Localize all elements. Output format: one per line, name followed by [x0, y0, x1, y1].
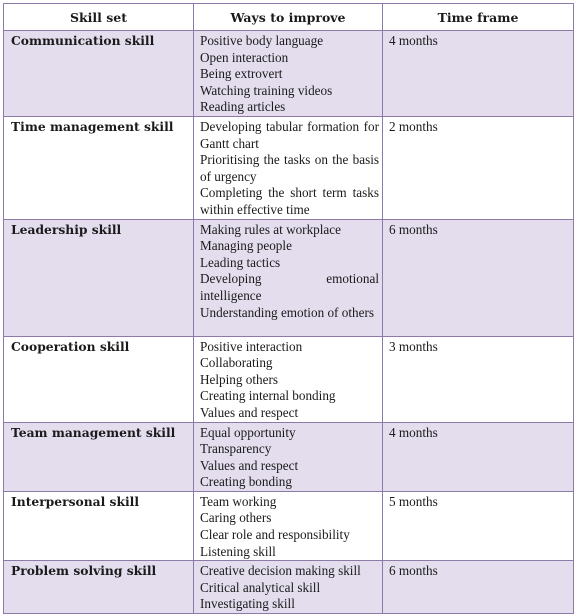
ways-cell — [194, 491, 383, 560]
header-time-frame: Time frame — [383, 4, 574, 31]
way-item: Team working — [200, 493, 277, 509]
ways-cell — [194, 31, 383, 117]
table-row — [4, 31, 574, 117]
way-item: Caring others — [200, 510, 272, 526]
way-item: Creative decision making skill — [200, 563, 361, 579]
skill-cell: Cooperation skill — [4, 336, 194, 422]
way-item: Being extrovert — [200, 66, 283, 82]
table-row — [4, 116, 574, 219]
way-item: Making rules at workplace — [200, 221, 341, 237]
way-item: Watching training videos — [200, 82, 333, 98]
ways-cell — [194, 336, 383, 422]
skill-cell: Interpersonal skill — [4, 491, 194, 560]
table-row — [4, 219, 574, 336]
skill-cell: Team management skill — [4, 422, 194, 491]
skills-table — [3, 3, 574, 614]
way-item: Understanding emotion of others — [200, 304, 374, 320]
time-cell: 4 months — [383, 422, 574, 491]
way-item: Listening skill — [200, 543, 276, 559]
table-row — [4, 336, 574, 422]
header-skill-set: Skill set — [4, 4, 194, 31]
skill-cell: Leadership skill — [4, 219, 194, 336]
skill-cell: Time management skill — [4, 116, 194, 219]
way-item: Helping others — [200, 371, 279, 387]
way-item: Leading tactics — [200, 254, 281, 270]
time-cell: 3 months — [383, 336, 574, 422]
way-item: Developing tabular formation for Gantt chart — [200, 118, 379, 151]
time-cell: 5 months — [383, 491, 574, 560]
ways-cell — [194, 561, 383, 614]
skill-cell: Problem solving skill — [4, 561, 194, 614]
way-item: Equal opportunity — [200, 424, 296, 440]
way-item: Prioritising the tasks on the basis of urgency — [200, 152, 379, 184]
way-item: Positive interaction — [200, 338, 303, 354]
way-item: Open interaction — [200, 49, 289, 65]
way-item: Values and respect — [200, 404, 299, 420]
way-item: Developing emotional intelligence — [200, 271, 379, 303]
way-item: Managing people — [200, 238, 292, 254]
time-cell: 6 months — [383, 219, 574, 336]
way-item: Critical analytical skill — [200, 579, 321, 595]
way-item: Reading articles — [200, 99, 286, 115]
skill-cell: Communication skill — [4, 31, 194, 117]
table-row — [4, 491, 574, 560]
way-item: Positive body language — [200, 33, 324, 48]
header-ways-to-improve: Ways to improve — [194, 4, 383, 31]
way-item: Transparency — [200, 441, 272, 457]
way-item: Clear role and responsibility — [200, 527, 350, 543]
table-row — [4, 422, 574, 491]
ways-cell — [194, 422, 383, 491]
way-item: Completing the short term tasks within effective time — [200, 185, 379, 217]
time-cell: 2 months — [383, 116, 574, 219]
way-item: Values and respect — [200, 457, 299, 473]
header-row — [4, 4, 574, 31]
way-item: Creating bonding — [200, 474, 292, 490]
ways-cell — [194, 116, 383, 219]
table-row — [4, 561, 574, 614]
way-item: Investigating skill — [200, 596, 295, 612]
time-cell: 4 months — [383, 31, 574, 117]
ways-cell — [194, 219, 383, 336]
way-item: Creating internal bonding — [200, 388, 336, 404]
time-cell: 6 months — [383, 561, 574, 614]
way-item: Collaborating — [200, 355, 273, 371]
